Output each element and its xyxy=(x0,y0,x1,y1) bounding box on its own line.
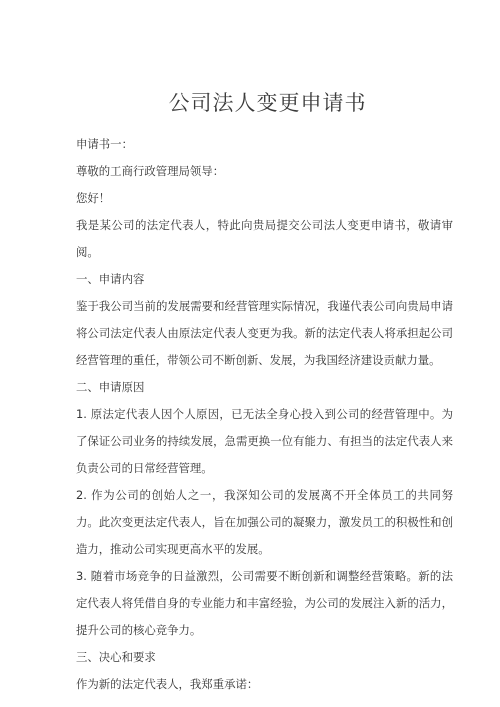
paragraph-addressee: 尊敬的工商行政管理局领导： xyxy=(76,164,225,178)
document-body xyxy=(76,131,453,698)
paragraph-reason-1: 1. 原法定代表人因个人原因，已无法全身心投入到公司的经营管理中。为了保证公司业务的持续发展，急需更换一位有能力、有担当的法定代表人来负责公司的日常经营管理。 xyxy=(76,407,453,475)
paragraph-request-content: 鉴于我公司当前的发展需要和经营管理实际情况，我谨代表公司向贵局申请将公司法定代表人由原法定代表人变更为我。新的法定代表人将承担起公司经营管理的重任，带领公司不断创新、发展，为我国经济建设贡献力量。 xyxy=(76,299,453,367)
section-heading-request-content: 一、申请内容 xyxy=(76,272,145,286)
paragraph-reason-2: 2. 作为公司的创始人之一，我深知公司的发展离不开全体员工的共同努力。此次变更法定代表人，旨在加强公司的凝聚力，激发员工的积极性和创造力，推动公司实现更高水平的发展。 xyxy=(76,488,453,556)
paragraph-intro: 我是某公司的法定代表人，特此向贵局提交公司法人变更申请书，敬请审阅。 xyxy=(76,218,453,259)
page-title: 公司法人变更申请书 xyxy=(168,91,367,115)
paragraph-pledge: 作为新的法定代表人，我郑重承诺： xyxy=(76,677,259,691)
paragraph-reason-3: 3. 随着市场竞争的日益激烈，公司需要不断创新和调整经营策略。新的法定代表人将凭借自身的专业能力和丰富经验，为公司的发展注入新的活力，提升公司的核心竞争力。 xyxy=(76,569,453,637)
paragraph-salutation-heading: 申请书一： xyxy=(76,137,133,151)
paragraph-greeting: 您好！ xyxy=(76,191,111,205)
section-heading-request-reasons: 二、申请原因 xyxy=(76,380,145,394)
section-heading-resolve: 三、决心和要求 xyxy=(76,650,156,664)
